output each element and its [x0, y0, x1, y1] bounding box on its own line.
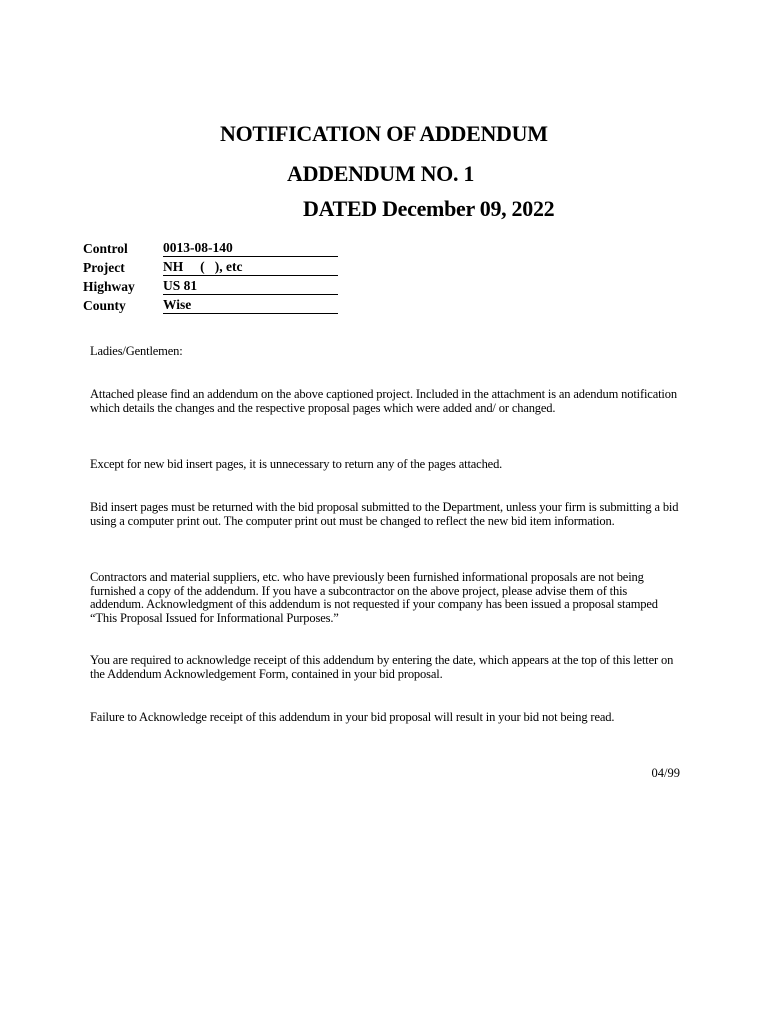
addendum-date: DATED December 09, 2022 — [303, 196, 555, 221]
info-row-control — [83, 238, 343, 257]
county-label: County — [83, 298, 126, 313]
project-label: Project — [83, 260, 125, 275]
salutation: Ladies/Gentlemen: — [90, 344, 183, 358]
form-code: 04/99 — [651, 766, 680, 780]
project-info-block — [83, 238, 343, 314]
info-row-project — [83, 257, 343, 276]
paragraph-contractors: Contractors and material suppliers, etc. who have previously been furnished informational proposals are not being furnished a copy of the addendum. If you have a subcontractor on the above project, please advise them of this addendum. Acknowledgment of this addendum is not requested if your company has been issued a proposal stamped “This Proposal Issued for Informational Purposes.” — [90, 570, 658, 625]
info-row-county — [83, 295, 343, 314]
paragraph-return-pages: Except for new bid insert pages, it is unnecessary to return any of the pages attached. — [90, 457, 503, 471]
paragraph-attachment: Attached please find an addendum on the above captioned project. Included in the attachment is an adendum notification which details the changes and the respective proposal pages which were added and/ or changed. — [90, 387, 677, 415]
highway-value: US 81 — [163, 277, 338, 295]
project-value: NH ( ), etc — [163, 258, 338, 276]
highway-label: Highway — [83, 279, 135, 294]
addendum-number: ADDENDUM NO. 1 — [287, 161, 475, 186]
paragraph-bid-insert: Bid insert pages must be returned with the bid proposal submitted to the Department, unless your firm is submitting a bid using a computer print out. The computer print out must be changed to reflect the new bid item information. — [90, 500, 679, 528]
control-value: 0013-08-140 — [163, 239, 338, 257]
control-label: Control — [83, 241, 128, 256]
info-row-highway — [83, 276, 343, 295]
paragraph-failure: Failure to Acknowledge receipt of this addendum in your bid proposal will result in your bid not being read. — [90, 710, 615, 724]
county-value: Wise — [163, 296, 338, 314]
document-title: NOTIFICATION OF ADDENDUM — [220, 121, 548, 146]
paragraph-acknowledge: You are required to acknowledge receipt of this addendum by entering the date, which appears at the top of this letter on the Addendum Acknowledgement Form, contained in your bid proposal. — [90, 653, 674, 681]
